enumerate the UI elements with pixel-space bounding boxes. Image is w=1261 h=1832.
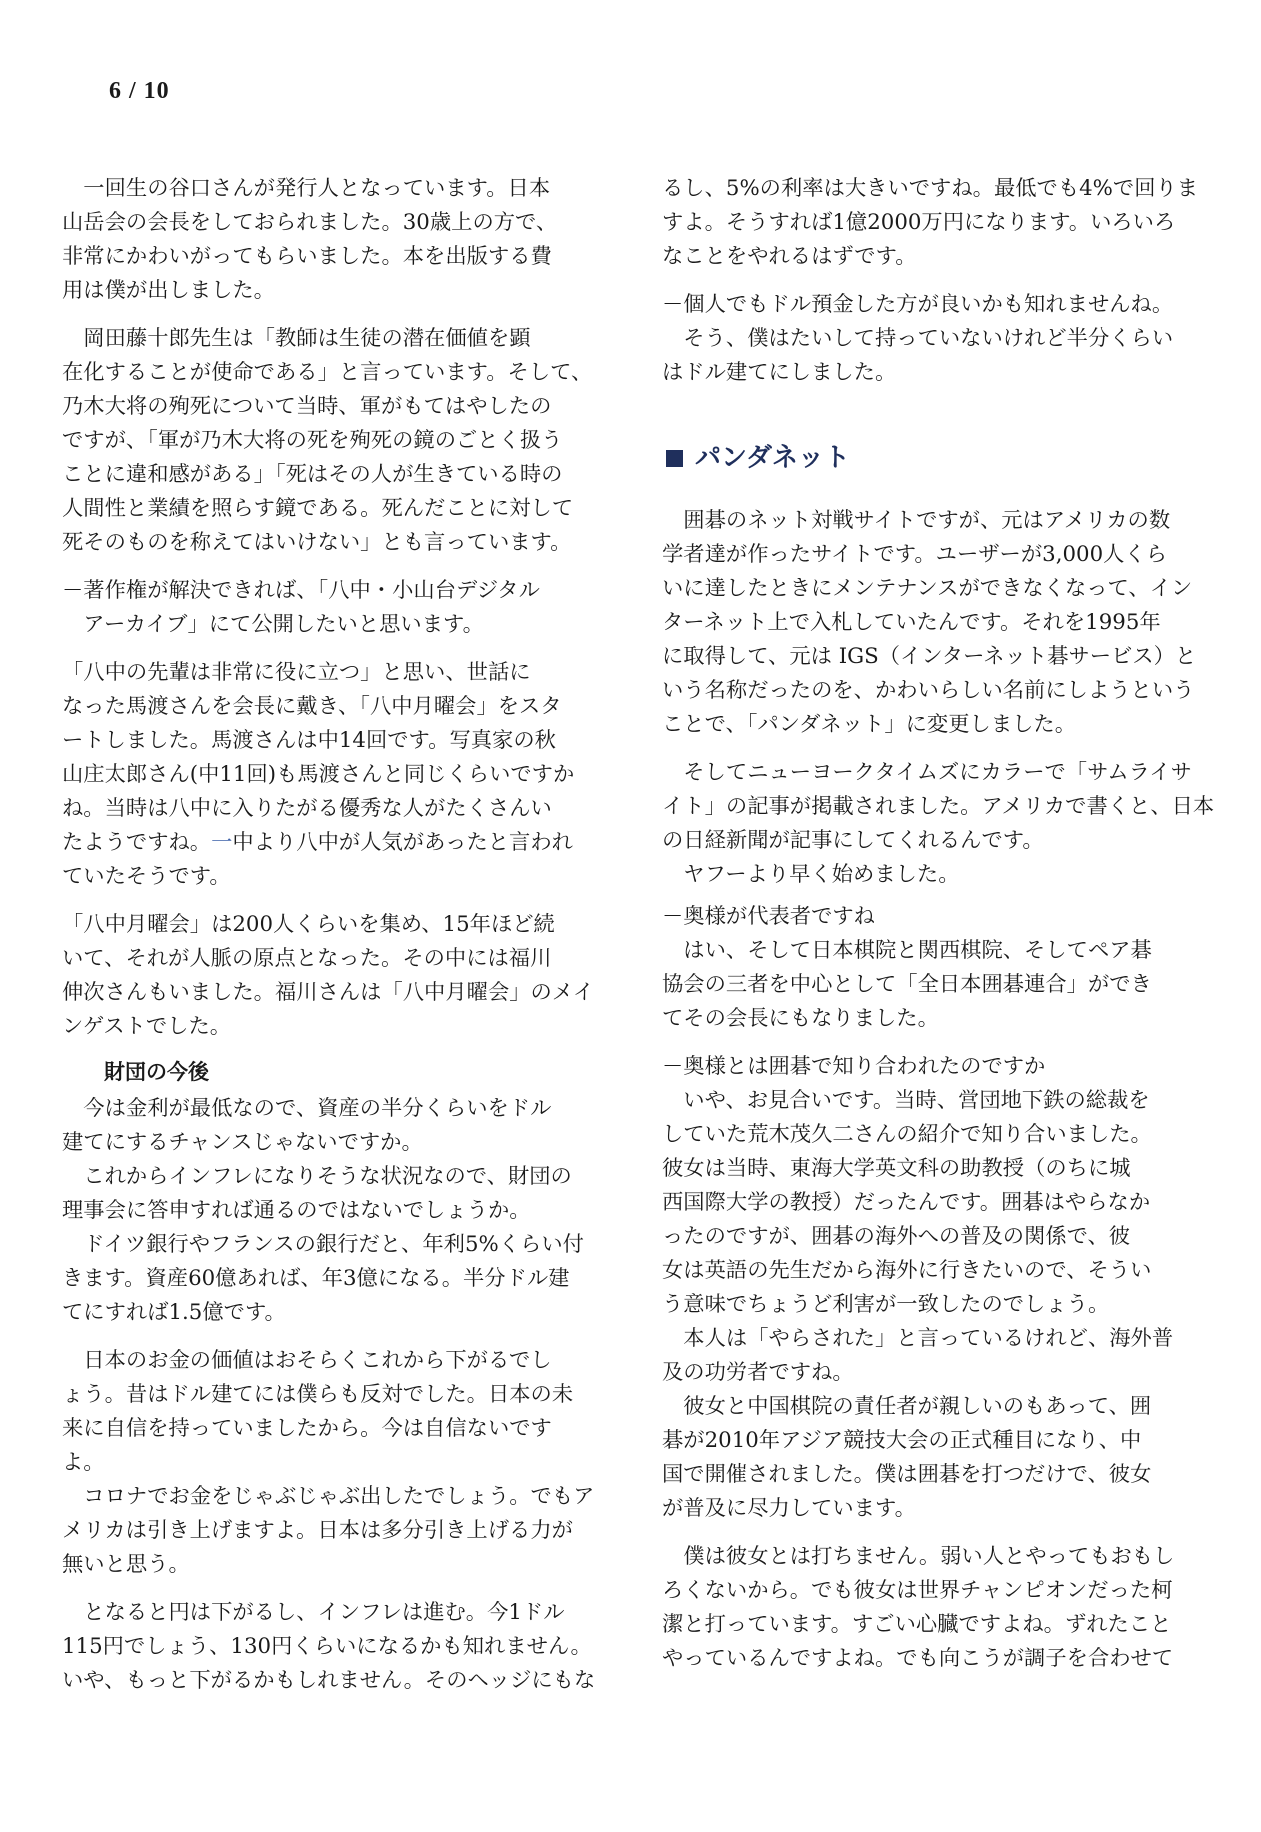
text-line: 人間性と業績を照らす鏡である。死んだことに対して: [62, 496, 574, 521]
paragraph-gap: [662, 390, 1212, 438]
left-column: [62, 172, 612, 1698]
paragraph-gap: [662, 742, 1212, 756]
page-total: 10: [143, 78, 170, 104]
text-line: 山岳会の会長をしておられました。30歳上の方で、: [62, 210, 558, 235]
text-line: はい、そして日本棋院と関西棋院、そしてペア碁: [662, 938, 1152, 963]
text-line: 「八中月曜会」は200人くらいを集め、15年ほど続: [62, 912, 555, 937]
text-line: コロナでお金をじゃぶじゃぶ出したでしょう。でもア: [62, 1484, 595, 1509]
text-line: るし、5%の利率は大きいですね。最低でも4%で回りま: [662, 176, 1199, 201]
highlighted-text: 一: [211, 830, 233, 855]
text-line: 乃木大将の殉死について当時、軍がもてはやしたの: [62, 394, 552, 419]
text-line: －個人でもドル預金した方が良いかも知れませんね。: [662, 292, 1174, 317]
text-line: 岡田藤十郎先生は「教師は生徒の潜在価値を顕: [62, 326, 531, 351]
text-line: 山庄太郎さん(中11回)も馬渡さんと同じくらいですか: [62, 762, 575, 787]
text-line: ヤフーより早く始めました。: [662, 862, 960, 887]
text-line: ろくないから。でも彼女は世界チャンピオンだった柯: [662, 1578, 1173, 1603]
text-line: 本人は「やらされた」と言っているけれど、海外普: [662, 1326, 1174, 1351]
text-line: の日経新聞が記事にしてくれるんです。: [662, 828, 1044, 853]
paragraph-gap: [662, 1036, 1212, 1050]
paragraph-gap: [62, 642, 612, 656]
text-line: 無いと思う。: [62, 1552, 190, 1577]
page-separator: /: [129, 78, 137, 104]
text-line: 115円でしょう、130円くらいになるかも知れません。: [62, 1634, 592, 1659]
text-line: 学者達が作ったサイトです。ユーザーが3,000人くら: [662, 542, 1168, 567]
text-line: そしてニューヨークタイムズにカラーで「サムライサ: [662, 760, 1192, 785]
text-line: 伸次さんもいました。福川さんは「八中月曜会」のメイ: [62, 980, 594, 1005]
text-line: [62, 826, 612, 860]
text-line: ターネット上で入札していたんです。それを1995年: [662, 610, 1161, 635]
subsection-heading: 財団の今後: [104, 1060, 209, 1084]
section-heading-text: パンダネット: [695, 443, 850, 473]
text-line: 来に自信を持っていましたから。今は自信ないです: [62, 1416, 552, 1441]
text-line: が普及に尽力しています。: [662, 1496, 916, 1521]
text-line: 西国際大学の教授）だったんです。囲碁はやらなか: [662, 1190, 1151, 1215]
text-line: てその会長にもなりました。: [662, 1006, 939, 1031]
text-line: やっているんですよね。でも向こうが調子を合わせて: [662, 1646, 1174, 1671]
paragraph-gap: [662, 1526, 1212, 1540]
text-line: きます。資産60億あれば、年3億になる。半分ドル建: [62, 1266, 570, 1291]
text-line: これからインフレになりそうな状況なので、財団の: [62, 1164, 572, 1189]
right-column: [662, 172, 1215, 1676]
text-segment: たようですね。: [62, 830, 212, 855]
text-line: 建てにするチャンスじゃないですか。: [62, 1130, 423, 1155]
text-line: 非常にかわいがってもらいました。本を出版する費: [62, 244, 552, 269]
text-line: 彼女は当時、東海大学英文科の助教授（のちに城: [662, 1156, 1131, 1181]
text-line: 潔と打っています。すごい心臓ですよね。ずれたこと: [662, 1612, 1172, 1637]
text-line: てにすれば1.5億です。: [62, 1300, 286, 1325]
text-line: －奥様とは囲碁で知り合われたのですか: [662, 1054, 1046, 1079]
paragraph-gap: [62, 1330, 612, 1344]
text-line: すよ。そうすれば1億2000万円になります。いろいろ: [662, 210, 1176, 235]
text-line: ことで、「パンダネット」に変更しました。: [662, 712, 1077, 737]
text-line: いや、お見合いです。当時、営団地下鉄の総裁を: [662, 1088, 1150, 1113]
text-line: 及の功労者ですね。: [662, 1360, 854, 1385]
text-line: ことに違和感がある」「死はその人が生きている時の: [62, 462, 563, 487]
text-line: －著作権が解決できれば、「八中・小山台デジタル: [62, 578, 540, 603]
paragraph-gap: [662, 274, 1212, 288]
text-line: いう名称だったのを、かわいらしい名前にしようという: [662, 678, 1195, 703]
text-line: 理事会に答申すれば通るのではないでしょうか。: [62, 1198, 531, 1223]
text-line: 国で開催されました。僕は囲碁を打つだけで、彼女: [662, 1462, 1152, 1487]
text-line: 女は英語の先生だから海外に行きたいので、そうい: [662, 1258, 1152, 1283]
text-line: メリカは引き上げますよ。日本は多分引き上げる力が: [62, 1518, 573, 1543]
paragraph-gap: [62, 1044, 612, 1052]
text-line: アーカイブ」にて公開したいと思います。: [62, 612, 484, 637]
text-line: 一回生の谷口さんが発行人となっています。日本: [62, 176, 551, 201]
text-line: 囲碁のネット対戦サイトですが、元はアメリカの数: [662, 508, 1171, 533]
text-line: ていたそうです。: [62, 864, 231, 889]
text-line: －奥様が代表者ですね: [662, 904, 875, 929]
text-segment: 中より八中が人気があったと言われ: [232, 830, 573, 855]
paragraph-gap: [662, 892, 1212, 900]
text-line: ね。当時は八中に入りたがる優秀な人がたくさんい: [62, 796, 552, 821]
text-line: 「八中の先輩は非常に役に立つ」と思い、世話に: [62, 660, 531, 685]
text-line: ートしました。馬渡さんは中14回です。写真家の秋: [62, 728, 556, 753]
paragraph-gap: [62, 1582, 612, 1596]
text-line: ドイツ銀行やフランスの銀行だと、年利5%くらい付: [62, 1232, 584, 1257]
text-line: に取得して、元は IGS（インターネット碁サービス）と: [662, 644, 1197, 669]
text-line: 用は僕が出しました。: [62, 278, 275, 303]
text-line: 彼女と中国棋院の責任者が親しいのもあって、囲: [662, 1394, 1152, 1419]
text-line: う意味でちょうど利害が一致したのでしょう。: [662, 1292, 1110, 1317]
text-line: ですが、「軍が乃木大将の死を殉死の鏡のごとく扱う: [62, 428, 563, 453]
text-line: よ。: [62, 1450, 105, 1475]
text-line: となると円は下がるし、インフレは進む。今1ドル: [62, 1600, 565, 1625]
text-line: なことをやれるはずです。: [662, 244, 917, 269]
text-line: そう、僕はたいして持っていないけれど半分くらい: [662, 326, 1174, 351]
text-line: いて、それが人脈の原点となった。その中には福川: [62, 946, 552, 971]
text-line: いや、もっと下がるかもしれません。そのヘッジにもな: [62, 1668, 596, 1693]
paragraph-gap: [62, 308, 612, 322]
text-line: ょう。昔はドル建てには僕らも反対でした。日本の未: [62, 1382, 574, 1407]
text-line: していた荒木茂久二さんの紹介で知り合いました。: [662, 1122, 1152, 1147]
paragraph-gap: [62, 894, 612, 908]
page-current: 6: [109, 78, 122, 104]
page-number: [109, 78, 170, 105]
text-line: イト」の記事が掲載されました。アメリカで書くと、日本: [662, 794, 1215, 819]
paragraph-gap: [62, 560, 612, 574]
text-line: ったのですが、囲碁の海外への普及の関係で、彼: [662, 1224, 1131, 1249]
text-line: 日本のお金の価値はおそらくこれから下がるでし: [62, 1348, 552, 1373]
text-line: 死そのものを称えてはいけない」とも言っています。: [62, 530, 572, 555]
paragraph-gap: [662, 478, 1212, 504]
text-line: 在化することが使命である」と言っています。そして、: [62, 360, 593, 385]
text-line: 今は金利が最低なので、資産の半分くらいをドル: [62, 1096, 552, 1121]
square-bullet-icon: [666, 450, 683, 467]
text-line: なった馬渡さんを会長に戴き、「八中月曜会」をスタ: [62, 694, 562, 719]
text-line: 僕は彼女とは打ちません。弱い人とやってもおもし: [662, 1544, 1175, 1569]
text-line: 協会の三者を中心として「全日本囲碁連合」ができ: [662, 972, 1152, 997]
text-line: ンゲストでした。: [62, 1014, 232, 1039]
section-heading: [662, 438, 1212, 478]
text-line: はドル建てにしました。: [662, 360, 897, 385]
text-line: いに達したときにメンテナンスができなくなって、イン: [662, 576, 1193, 601]
text-line: 碁が2010年アジア競技大会の正式種目になり、中: [662, 1428, 1142, 1453]
